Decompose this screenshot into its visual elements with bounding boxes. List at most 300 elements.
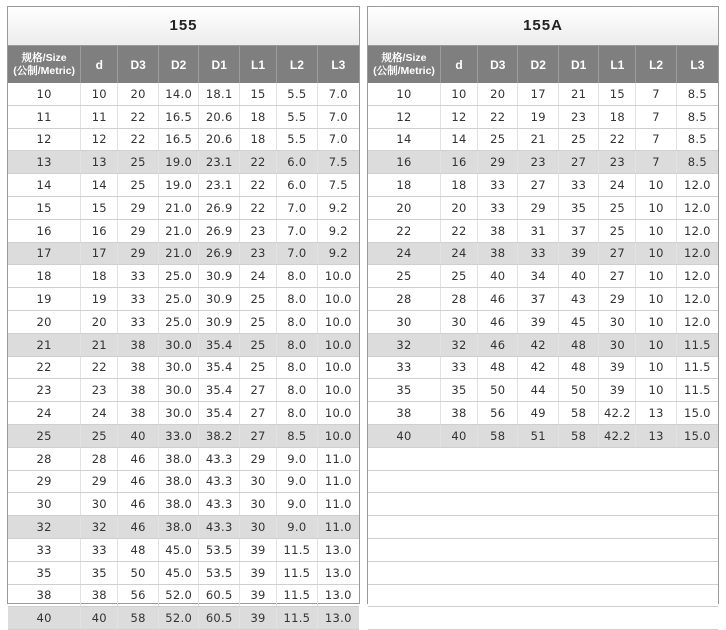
table-cell: 43: [558, 288, 598, 311]
table-cell: 27: [240, 402, 277, 425]
empty-cell: [368, 561, 718, 584]
table-cell: 16.5: [158, 105, 199, 128]
table-cell: 30.0: [158, 356, 199, 379]
table-cell: 20: [118, 83, 159, 105]
table-row: [8, 561, 359, 584]
table-cell: 28: [8, 447, 81, 470]
table-cell: 22: [118, 105, 159, 128]
table-cell: 12.0: [676, 288, 718, 311]
table-cell: 8.5: [676, 105, 718, 128]
table-cell: 25.0: [158, 288, 199, 311]
table-row: [368, 151, 718, 174]
table-cell: 23: [240, 242, 277, 265]
table-row: [368, 242, 718, 265]
column-header-l3: L3: [676, 46, 718, 83]
table-cell: 39: [518, 310, 558, 333]
table-cell: 40: [8, 607, 81, 630]
table-cell: 33: [518, 242, 558, 265]
table-cell: 42.2: [599, 402, 636, 425]
table-cell: 8.5: [676, 128, 718, 151]
table-cell: 29: [8, 470, 81, 493]
table-cell: 15.0: [676, 402, 718, 425]
table-cell: 11.0: [317, 470, 359, 493]
table-cell: 9.0: [277, 470, 318, 493]
table-cell: 30.0: [158, 333, 199, 356]
table-cell: 38.0: [158, 470, 199, 493]
table-cell: 25: [8, 424, 81, 447]
table-cell: 10.0: [317, 424, 359, 447]
table-row: [8, 105, 359, 128]
table-cell: 22: [240, 151, 277, 174]
table-cell: 19: [8, 288, 81, 311]
table-cell: 39: [599, 379, 636, 402]
table-cell: 35.4: [199, 356, 240, 379]
table-cell: 29: [478, 151, 518, 174]
table-cell: 11.5: [676, 356, 718, 379]
table-cell: 23: [518, 151, 558, 174]
table-row: [368, 219, 718, 242]
table-cell: 15: [240, 83, 277, 105]
empty-cell: [368, 447, 718, 470]
table-cell: 23: [8, 379, 81, 402]
table-cell: 58: [558, 402, 598, 425]
table-cell: 33: [368, 356, 441, 379]
table-cell: 12.0: [676, 242, 718, 265]
table-cell: 14: [368, 128, 441, 151]
table-cell: 38.2: [199, 424, 240, 447]
table-cell: 16: [441, 151, 478, 174]
table-cell: 37: [518, 288, 558, 311]
table-cell: 38.0: [158, 516, 199, 539]
table-cell: 7.0: [317, 105, 359, 128]
table-cell: 45.0: [158, 538, 199, 561]
table-cell: 22: [118, 128, 159, 151]
table-cell: 46: [478, 288, 518, 311]
table-cell: 8.0: [277, 333, 318, 356]
table-cell: 20: [478, 83, 518, 105]
table-cell: 30: [81, 493, 118, 516]
table-cell: 9.2: [317, 242, 359, 265]
table-cell: 11.0: [317, 447, 359, 470]
table-cell: 18: [599, 105, 636, 128]
table-cell: 9.0: [277, 493, 318, 516]
table-cell: 43.3: [199, 447, 240, 470]
table-cell: 18: [441, 174, 478, 197]
table-cell: 30.9: [199, 288, 240, 311]
spec-table-155a: [368, 46, 718, 630]
table-cell: 30: [240, 493, 277, 516]
table-cell: 20: [81, 310, 118, 333]
table-cell: 45.0: [158, 561, 199, 584]
table-title: 155: [8, 7, 359, 46]
table-cell: 23.1: [199, 151, 240, 174]
column-header-l3: L3: [317, 46, 359, 83]
table-cell: 7.5: [317, 174, 359, 197]
table-cell: 30.0: [158, 379, 199, 402]
table-cell: 60.5: [199, 607, 240, 630]
table-cell: 33: [81, 538, 118, 561]
column-header-l1: L1: [599, 46, 636, 83]
table-cell: 35: [558, 196, 598, 219]
table-cell: 10: [441, 83, 478, 105]
table-155a-panel: [367, 6, 719, 604]
table-cell: 33: [478, 174, 518, 197]
table-cell: 50: [558, 379, 598, 402]
table-cell: 38.0: [158, 493, 199, 516]
table-row: [8, 356, 359, 379]
table-cell: 21: [8, 333, 81, 356]
table-row: [8, 310, 359, 333]
table-cell: 13.0: [317, 561, 359, 584]
table-cell: 8.0: [277, 288, 318, 311]
table-cell: 10.0: [317, 333, 359, 356]
table-cell: 15: [81, 196, 118, 219]
table-cell: 16: [8, 219, 81, 242]
table-cell: 42.2: [599, 424, 636, 447]
table-cell: 13: [8, 151, 81, 174]
table-cell: 29: [240, 447, 277, 470]
table-cell: 7: [636, 151, 676, 174]
table-cell: 38: [478, 242, 518, 265]
table-cell: 21.0: [158, 196, 199, 219]
table-cell: 8.0: [277, 379, 318, 402]
table-cell: 58: [558, 424, 598, 447]
table-cell: 43.3: [199, 470, 240, 493]
table-cell: 22: [240, 196, 277, 219]
table-cell: 16.5: [158, 128, 199, 151]
table-cell: 30: [599, 333, 636, 356]
table-cell: 7.0: [317, 128, 359, 151]
table-row: [8, 288, 359, 311]
table-cell: 10.0: [317, 265, 359, 288]
table-cell: 25: [118, 174, 159, 197]
table-cell: 32: [368, 333, 441, 356]
table-cell: 26.9: [199, 219, 240, 242]
table-row: [368, 424, 718, 447]
empty-row: [368, 607, 718, 630]
table-cell: 17: [8, 242, 81, 265]
table-cell: 48: [558, 356, 598, 379]
table-cell: 35: [8, 561, 81, 584]
table-header-row: [368, 46, 718, 83]
table-cell: 10.0: [317, 356, 359, 379]
table-row: [368, 128, 718, 151]
table-cell: 31: [518, 219, 558, 242]
table-cell: 10: [636, 219, 676, 242]
table-cell: 18: [368, 174, 441, 197]
table-cell: 39: [558, 242, 598, 265]
table-cell: 12.0: [676, 310, 718, 333]
table-row: [8, 83, 359, 105]
table-cell: 10: [636, 242, 676, 265]
table-cell: 46: [118, 470, 159, 493]
table-cell: 13: [636, 424, 676, 447]
table-cell: 46: [118, 447, 159, 470]
table-row: [368, 105, 718, 128]
table-cell: 22: [478, 105, 518, 128]
table-cell: 15.0: [676, 424, 718, 447]
column-header-d: d: [441, 46, 478, 83]
table-cell: 7.0: [277, 242, 318, 265]
table-cell: 33: [558, 174, 598, 197]
table-cell: 8.5: [277, 424, 318, 447]
table-cell: 29: [118, 242, 159, 265]
table-cell: 30: [368, 310, 441, 333]
table-cell: 12.0: [676, 196, 718, 219]
table-cell: 29: [118, 219, 159, 242]
table-cell: 35: [81, 561, 118, 584]
table-cell: 23: [81, 379, 118, 402]
table-cell: 5.5: [277, 105, 318, 128]
table-title: 155A: [368, 7, 718, 46]
table-cell: 42: [518, 356, 558, 379]
table-cell: 10: [636, 333, 676, 356]
empty-row: [368, 584, 718, 607]
table-cell: 24: [441, 242, 478, 265]
table-cell: 33: [118, 265, 159, 288]
table-cell: 32: [8, 516, 81, 539]
table-cell: 11.5: [277, 561, 318, 584]
table-cell: 19: [81, 288, 118, 311]
table-cell: 30.0: [158, 402, 199, 425]
table-cell: 42: [518, 333, 558, 356]
table-cell: 39: [240, 584, 277, 607]
table-cell: 33: [118, 310, 159, 333]
table-cell: 10: [636, 288, 676, 311]
table-cell: 6.0: [277, 174, 318, 197]
table-cell: 12.0: [676, 265, 718, 288]
table-cell: 40: [558, 265, 598, 288]
table-cell: 25: [240, 310, 277, 333]
table-row: [368, 196, 718, 219]
table-row: [8, 379, 359, 402]
table-cell: 25: [368, 265, 441, 288]
table-cell: 33.0: [158, 424, 199, 447]
table-cell: 10: [636, 174, 676, 197]
table-cell: 24: [599, 174, 636, 197]
table-cell: 9.0: [277, 447, 318, 470]
table-cell: 53.5: [199, 561, 240, 584]
table-cell: 51: [518, 424, 558, 447]
table-cell: 22: [81, 356, 118, 379]
table-cell: 19.0: [158, 174, 199, 197]
table-cell: 38: [118, 379, 159, 402]
table-cell: 18: [8, 265, 81, 288]
empty-cell: [368, 538, 718, 561]
column-header-l2: L2: [636, 46, 676, 83]
empty-cell: [368, 584, 718, 607]
table-cell: 43.3: [199, 493, 240, 516]
table-row: [368, 265, 718, 288]
table-row: [368, 402, 718, 425]
table-cell: 30.9: [199, 310, 240, 333]
table-cell: 10.0: [317, 379, 359, 402]
table-cell: 40: [368, 424, 441, 447]
table-cell: 46: [478, 310, 518, 333]
table-cell: 10: [636, 356, 676, 379]
table-row: [368, 379, 718, 402]
table-cell: 7.0: [317, 83, 359, 105]
empty-cell: [368, 607, 718, 630]
table-cell: 40: [118, 424, 159, 447]
table-cell: 32: [81, 516, 118, 539]
empty-row: [368, 447, 718, 470]
table-cell: 58: [478, 424, 518, 447]
table-cell: 10: [636, 379, 676, 402]
table-cell: 53.5: [199, 538, 240, 561]
table-cell: 8.5: [676, 83, 718, 105]
table-row: [8, 402, 359, 425]
table-cell: 20.6: [199, 105, 240, 128]
table-cell: 25: [81, 424, 118, 447]
table-cell: 29: [118, 196, 159, 219]
table-cell: 40: [478, 265, 518, 288]
column-header-d3: D3: [478, 46, 518, 83]
table-cell: 25.0: [158, 310, 199, 333]
table-cell: 52.0: [158, 584, 199, 607]
table-cell: 8.5: [676, 151, 718, 174]
table-cell: 25: [240, 333, 277, 356]
table-cell: 27: [240, 379, 277, 402]
table-cell: 20.6: [199, 128, 240, 151]
table-cell: 38: [478, 219, 518, 242]
table-cell: 19: [518, 105, 558, 128]
table-cell: 20: [441, 196, 478, 219]
table-cell: 21.0: [158, 242, 199, 265]
table-cell: 9.0: [277, 516, 318, 539]
table-cell: 28: [81, 447, 118, 470]
table-cell: 40: [81, 607, 118, 630]
table-cell: 48: [478, 356, 518, 379]
table-cell: 38: [368, 402, 441, 425]
table-cell: 25: [118, 151, 159, 174]
table-cell: 12: [441, 105, 478, 128]
table-cell: 5.5: [277, 128, 318, 151]
table-cell: 35: [368, 379, 441, 402]
table-cell: 46: [118, 516, 159, 539]
table-cell: 7: [636, 128, 676, 151]
table-cell: 27: [518, 174, 558, 197]
empty-row: [368, 470, 718, 493]
table-cell: 28: [441, 288, 478, 311]
table-cell: 14: [8, 174, 81, 197]
table-cell: 29: [81, 470, 118, 493]
table-cell: 14.0: [158, 83, 199, 105]
table-cell: 14: [81, 174, 118, 197]
table-cell: 33: [478, 196, 518, 219]
table-cell: 22: [368, 219, 441, 242]
table-cell: 8.0: [277, 265, 318, 288]
table-cell: 25: [240, 356, 277, 379]
table-cell: 39: [240, 607, 277, 630]
table-cell: 45: [558, 310, 598, 333]
table-cell: 38: [118, 356, 159, 379]
table-cell: 25: [599, 219, 636, 242]
table-cell: 15: [599, 83, 636, 105]
table-cell: 12.0: [676, 219, 718, 242]
column-header-size: 规格/Size (公制/Metric): [368, 46, 441, 83]
table-cell: 27: [558, 151, 598, 174]
table-row: [368, 333, 718, 356]
table-cell: 8.0: [277, 310, 318, 333]
empty-cell: [368, 470, 718, 493]
table-cell: 37: [558, 219, 598, 242]
table-cell: 21.0: [158, 219, 199, 242]
column-header-size: 规格/Size (公制/Metric): [8, 46, 81, 83]
table-155-panel: [7, 6, 360, 626]
table-cell: 33: [8, 538, 81, 561]
table-cell: 60.5: [199, 584, 240, 607]
table-row: [8, 538, 359, 561]
table-cell: 23: [240, 219, 277, 242]
table-cell: 16: [81, 219, 118, 242]
table-cell: 25: [240, 288, 277, 311]
table-cell: 44: [518, 379, 558, 402]
table-cell: 56: [118, 584, 159, 607]
empty-row: [368, 516, 718, 539]
table-cell: 39: [240, 561, 277, 584]
table-cell: 39: [240, 538, 277, 561]
table-cell: 10.0: [317, 310, 359, 333]
table-cell: 22: [8, 356, 81, 379]
table-cell: 8.0: [277, 356, 318, 379]
table-cell: 16: [368, 151, 441, 174]
column-header-l1: L1: [240, 46, 277, 83]
table-row: [368, 83, 718, 105]
table-cell: 23: [599, 151, 636, 174]
table-cell: 30: [599, 310, 636, 333]
table-cell: 50: [478, 379, 518, 402]
table-cell: 5.5: [277, 83, 318, 105]
table-header-row: [8, 46, 359, 83]
table-row: [368, 310, 718, 333]
table-row: [368, 356, 718, 379]
table-cell: 11.5: [676, 379, 718, 402]
table-cell: 30: [441, 310, 478, 333]
table-row: [8, 516, 359, 539]
table-cell: 24: [240, 265, 277, 288]
table-cell: 46: [478, 333, 518, 356]
table-cell: 10: [636, 265, 676, 288]
table-cell: 13: [81, 151, 118, 174]
table-cell: 48: [118, 538, 159, 561]
table-row: [8, 265, 359, 288]
table-cell: 30: [8, 493, 81, 516]
table-cell: 29: [599, 288, 636, 311]
table-cell: 13.0: [317, 607, 359, 630]
table-cell: 18: [240, 128, 277, 151]
table-row: [8, 470, 359, 493]
table-row: [8, 174, 359, 197]
table-cell: 11.5: [277, 538, 318, 561]
table-cell: 11.5: [277, 584, 318, 607]
empty-row: [368, 561, 718, 584]
table-cell: 43.3: [199, 516, 240, 539]
table-row: [8, 196, 359, 219]
table-cell: 24: [81, 402, 118, 425]
table-row: [368, 174, 718, 197]
table-cell: 10: [636, 196, 676, 219]
table-cell: 20: [368, 196, 441, 219]
table-cell: 11.0: [317, 516, 359, 539]
table-row: [8, 447, 359, 470]
table-cell: 22: [240, 174, 277, 197]
table-cell: 12.0: [676, 174, 718, 197]
table-cell: 49: [518, 402, 558, 425]
table-cell: 11.5: [676, 333, 718, 356]
table-cell: 12: [81, 128, 118, 151]
table-cell: 10.0: [317, 402, 359, 425]
